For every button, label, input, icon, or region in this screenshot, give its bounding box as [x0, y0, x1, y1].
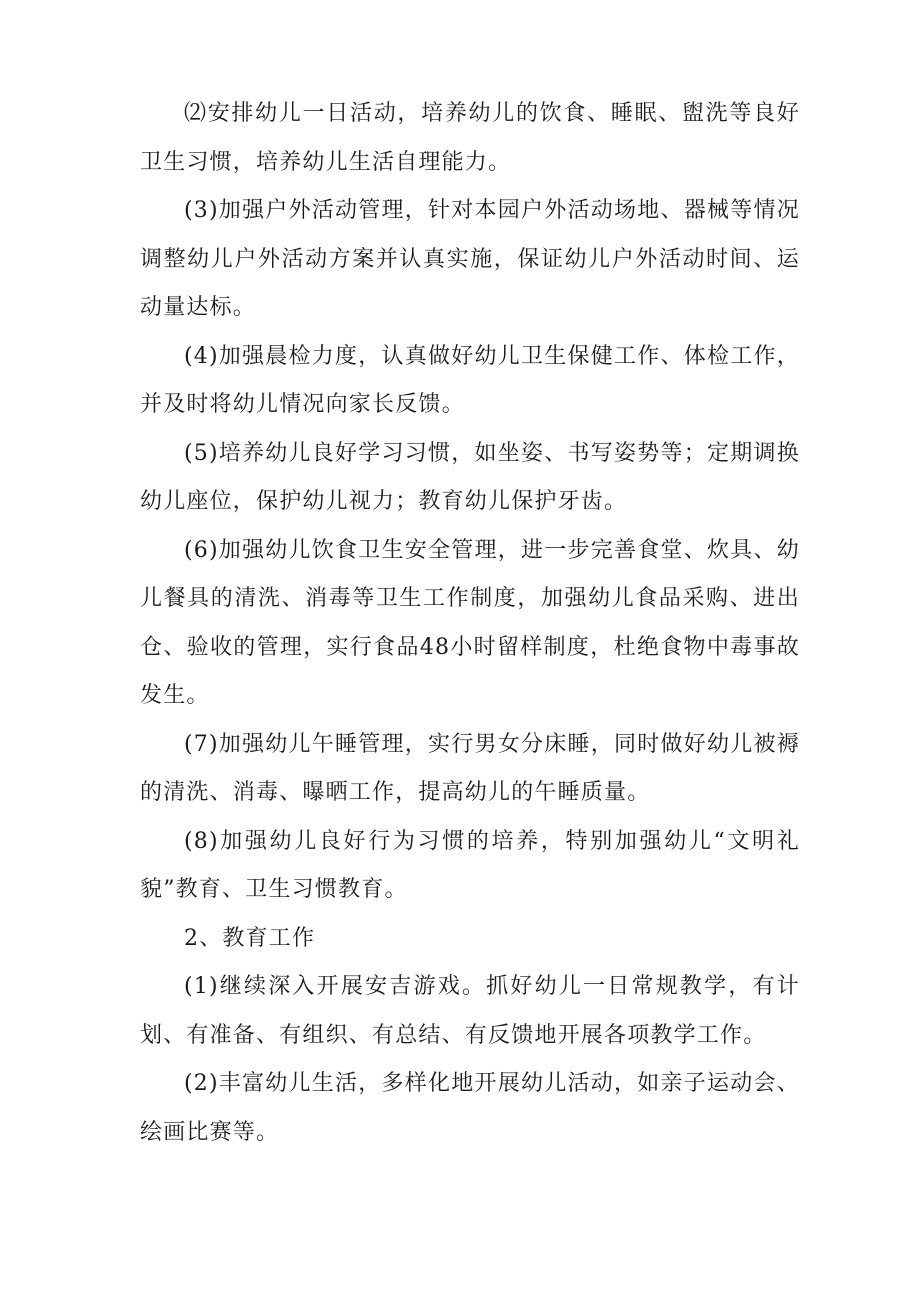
paragraph-anji-play: (1)继续深入开展安吉游戏。抓好幼儿一日常规教学，有计划、有准备、有组织、有总结、有反馈地开展各项教学工作。: [140, 974, 800, 1048]
section-heading-education: 2、教育工作: [184, 925, 316, 951]
paragraph-study-habits: (5)培养幼儿良好学习习惯，如坐姿、书写姿势等；定期调换幼儿座位，保护幼儿视力；教育幼儿保护牙齿。: [140, 440, 800, 514]
paragraph-nap-management: (7)加强幼儿午睡管理，实行男女分床睡，同时做好幼儿被褥的清洗、消毒、曝晒工作，提高幼儿的午睡质量。: [140, 731, 800, 805]
paragraph-enrich-life: (2)丰富幼儿生活，多样化地开展幼儿活动，如亲子运动会、绘画比赛等。: [140, 1071, 800, 1145]
paragraph-morning-check: (4)加强晨检力度，认真做好幼儿卫生保健工作、体检工作，并及时将幼儿情况向家长反馈。: [140, 343, 800, 417]
paragraph-food-safety: (6)加强幼儿饮食卫生安全管理，进一步完善食堂、炊具、幼儿餐具的清洗、消毒等卫生工作制度，加强幼儿食品采购、进出仓、验收的管理，实行食品48小时留样制度，杜绝食物中毒事故发生。: [140, 537, 800, 708]
paragraph-behavior-habits: (8)加强幼儿良好行为习惯的培养，特别加强幼儿“文明礼貌”教育、卫生习惯教育。: [140, 828, 800, 902]
paragraph-outdoor-activity: (3)加强户外活动管理，针对本园户外活动场地、器械等情况调整幼儿户外活动方案并认真实施，保证幼儿户外活动时间、运动量达标。: [140, 198, 800, 320]
document-body: [140, 90, 800, 1157]
paragraph-hygiene-habits: ⑵安排幼儿一日活动，培养幼儿的饮食、睡眠、盥洗等良好卫生习惯，培养幼儿生活自理能力。: [140, 101, 800, 175]
